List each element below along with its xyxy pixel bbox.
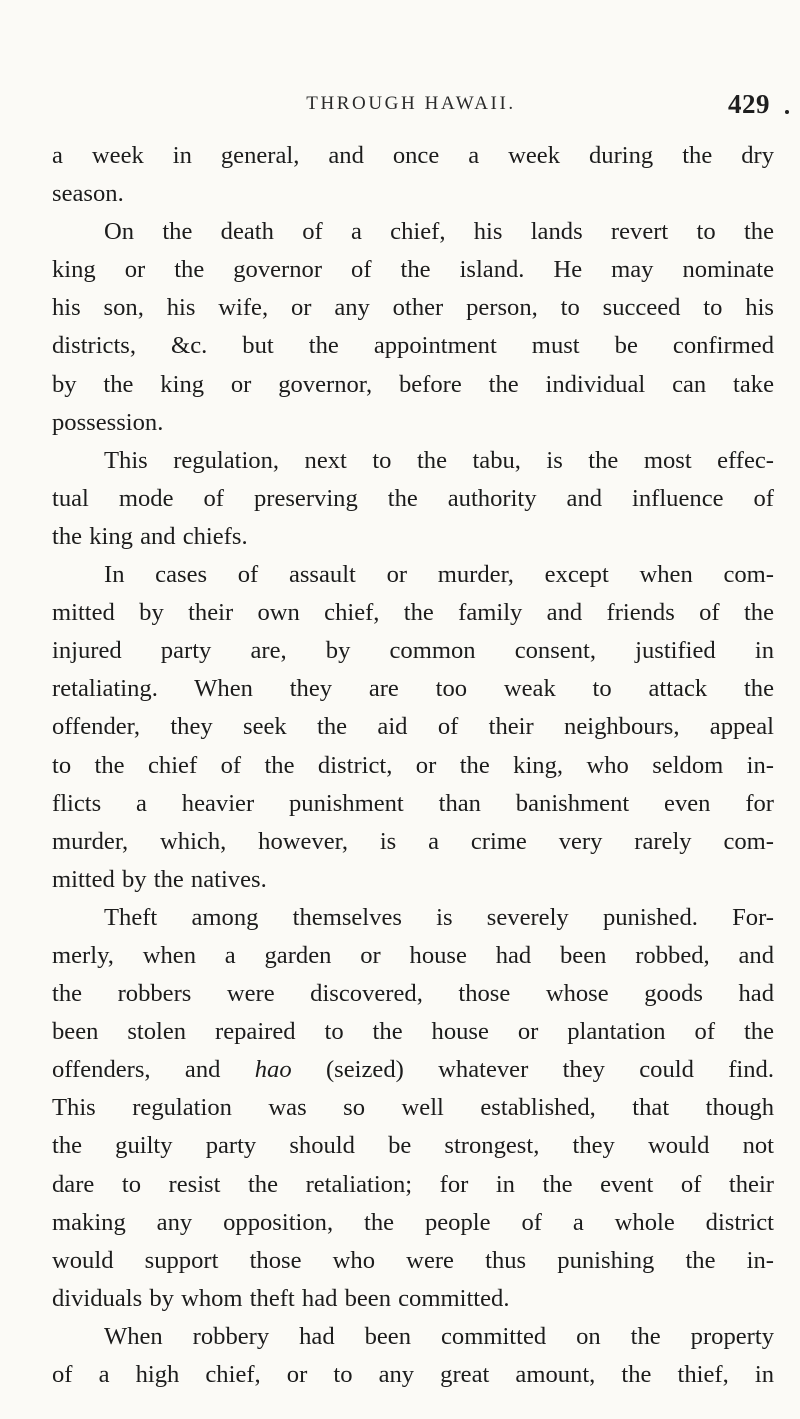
text-line: to the chief of the district, or the king, who seldom in- xyxy=(52,751,774,779)
text-line: offenders, and hao (seized) whatever they could find. xyxy=(52,1056,774,1084)
text-line: On the death of a chief, his lands revert to the xyxy=(104,218,774,246)
text-line: In cases of assault or murder, except when com- xyxy=(104,561,774,589)
text-line: the robbers were discovered, those whose goods had xyxy=(52,980,774,1008)
text-line: the king and chiefs. xyxy=(52,522,248,550)
text-line: by the king or governor, before the individual can take xyxy=(52,370,774,398)
text-line: murder, which, however, is a crime very rarely com- xyxy=(52,827,774,855)
italic-word: hao xyxy=(254,1056,292,1084)
text-line: king or the governor of the island. He may nominate xyxy=(52,256,774,284)
text-line: districts, &c. but the appointment must be confirmed xyxy=(52,332,774,360)
text-line: would support those who were thus punishing the in- xyxy=(52,1246,774,1274)
text-line: his son, his wife, or any other person, to succeed to his xyxy=(52,294,774,322)
text-line: This regulation was so well established, that though xyxy=(52,1094,774,1122)
text-line: season. xyxy=(52,180,124,208)
text-line: dividuals by whom theft had been committed. xyxy=(52,1284,510,1312)
text-line: a week in general, and once a week during the dry xyxy=(52,142,774,169)
text-line: injured party are, by common consent, justified in xyxy=(52,637,774,665)
running-head xyxy=(52,89,770,129)
page-number: 429 xyxy=(728,89,770,119)
text-line: This regulation, next to the tabu, is the most effec- xyxy=(104,446,774,474)
body-text xyxy=(52,137,774,1394)
text-line: the guilty party should be strongest, they would not xyxy=(52,1132,774,1160)
text-line: dare to resist the retaliation; for in the event of their xyxy=(52,1170,774,1198)
text-line: mitted by the natives. xyxy=(52,865,267,893)
text-line: of a high chief, or to any great amount, the thief, in xyxy=(52,1361,774,1388)
text-line: possession. xyxy=(52,408,164,436)
running-title: THROUGH HAWAII. xyxy=(306,93,516,114)
text-line: been stolen repaired to the house or plantation of the xyxy=(52,1018,774,1046)
text-line: flicts a heavier punishment than banishment even for xyxy=(52,789,774,817)
text-line: making any opposition, the people of a whole district xyxy=(52,1208,774,1236)
text-line: When robbery had been committed on the property xyxy=(104,1322,774,1350)
text-line: offender, they seek the aid of their neighbours, appeal xyxy=(52,713,774,741)
text-line: tual mode of preserving the authority and influence of xyxy=(52,484,774,512)
margin-dot xyxy=(785,110,789,114)
text-line: merly, when a garden or house had been robbed, and xyxy=(52,941,774,969)
text-line: Theft among themselves is severely punished. For- xyxy=(104,903,774,931)
text-line: retaliating. When they are too weak to attack the xyxy=(52,675,774,703)
text-line: mitted by their own chief, the family and friends of the xyxy=(52,599,774,627)
